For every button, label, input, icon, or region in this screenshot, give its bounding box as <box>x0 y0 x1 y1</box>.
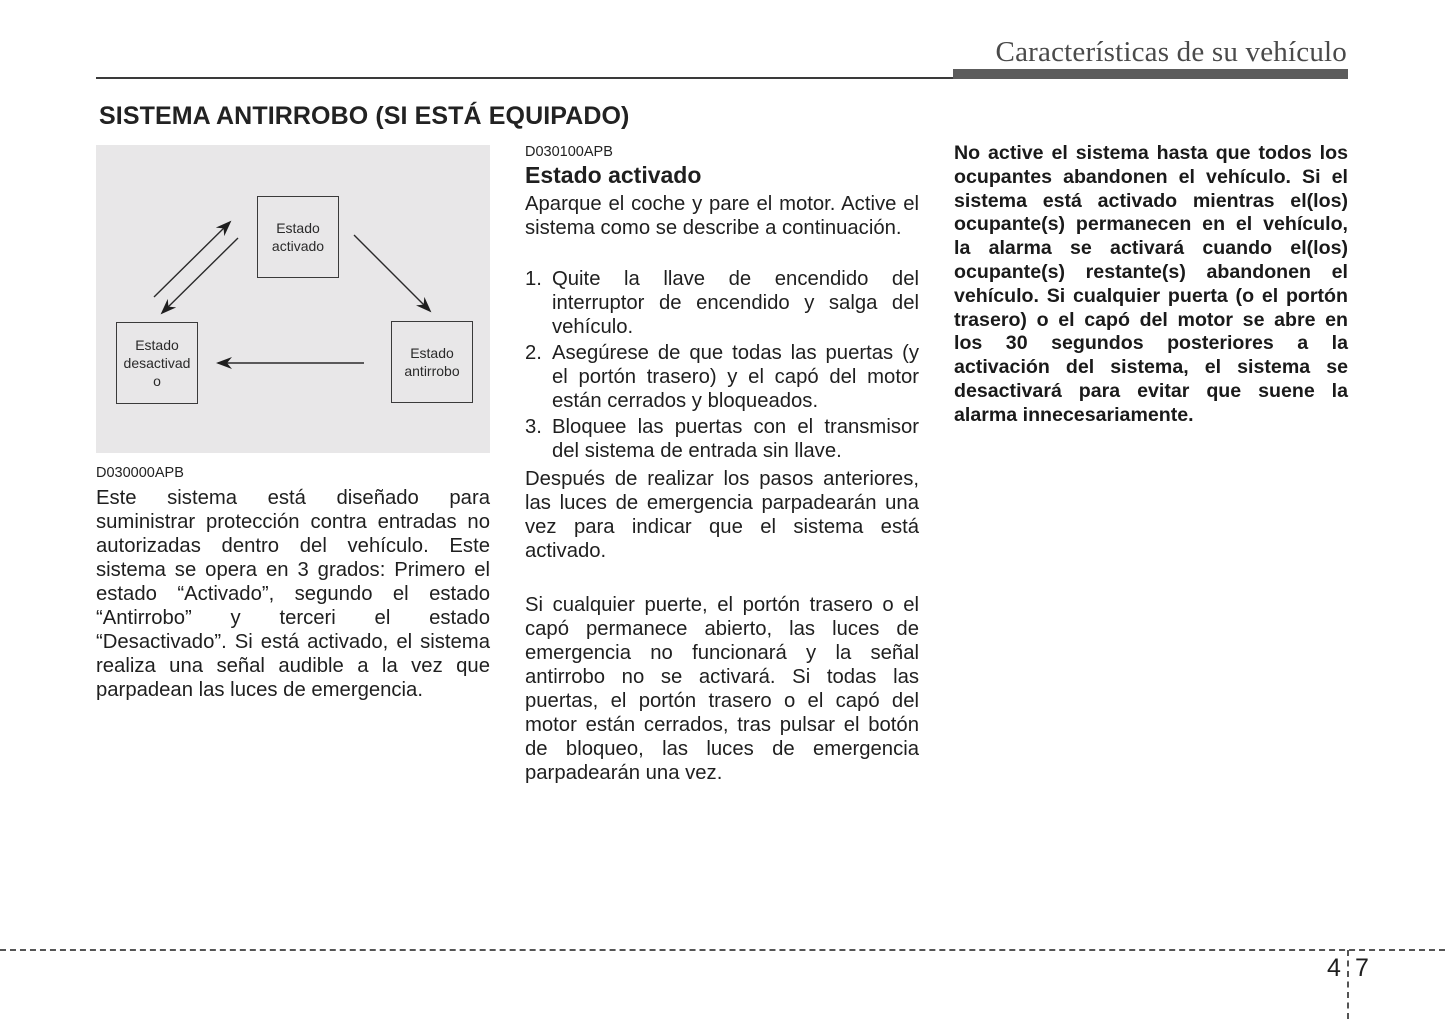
step-text: Bloquee las puertas con el transmisor del sistema de entrada sin llave. <box>552 416 919 462</box>
state-label: Estado <box>410 345 454 361</box>
arrow-activado-to-antirrobo <box>354 235 430 311</box>
arrow-activado-to-desactivado <box>162 238 238 313</box>
state-box-antirrobo <box>391 321 473 403</box>
state-diagram <box>96 145 490 453</box>
step-text: Asegúrese de que todas las puertas (y el portón trasero) y el capó del motor están cerrados y bloqueados. <box>552 342 919 412</box>
subheading-estado-activado: Estado activado <box>525 162 702 188</box>
state-label: Estado <box>135 337 179 353</box>
arrow-desactivado-to-activado <box>154 222 230 297</box>
state-box-activado <box>257 196 339 278</box>
list-item <box>525 267 919 339</box>
footer-divider <box>0 949 1445 951</box>
state-label: o <box>153 373 161 389</box>
reference-code: D030000APB <box>96 465 184 481</box>
step-number: 3. <box>525 416 542 438</box>
state-box-desactivado <box>116 322 198 404</box>
page-number-divider <box>1347 950 1349 1019</box>
section-title: SISTEMA ANTIRROBO (SI ESTÁ EQUIPADO) <box>99 102 630 130</box>
chapter-title: Características de su vehículo <box>995 36 1347 68</box>
state-label: desactivad <box>123 355 191 371</box>
intro-paragraph: Este sistema está diseñado para suministrar protección contra entradas no autorizadas dentro del vehículo. Este sistema se opera en 3 grados: Primero el estado “Activado”, segundo el estado “Antirrobo” y terceri el estado “Desactivado”. Si está activado, el sistema realiza una señal audible a la vez que parpadean las luces de emergencia. <box>96 487 490 701</box>
section-number: 4 <box>1327 954 1341 982</box>
page-number: 7 <box>1355 954 1369 982</box>
open-door-note: Si cualquier puerte, el portón trasero o el capó permanece abierto, las luces de emergencia no funcionará y la señal antirrobo no se activará. Si todas las puertas, el portón trasero o el capó del motor están cerrados, tras pulsar el botón de bloqueo, las luces de emergencia parpadearán una vez. <box>525 594 919 784</box>
step-number: 2. <box>525 342 542 364</box>
state-label: antirrobo <box>404 363 460 379</box>
list-item <box>525 415 919 463</box>
activation-steps <box>525 267 919 465</box>
activation-intro: Aparque el coche y pare el motor. Active el sistema como se describe a continuación. <box>525 193 919 239</box>
step-number: 1. <box>525 268 542 290</box>
state-label: activado <box>271 238 325 254</box>
list-item <box>525 341 919 413</box>
reference-code: D030100APB <box>525 144 613 160</box>
header-rule-bar <box>953 69 1348 79</box>
state-label: Estado <box>276 220 320 236</box>
after-steps-paragraph: Después de realizar los pasos anteriores, las luces de emergencia parpadearán una vez para indicar que el sistema está activado. <box>525 468 919 562</box>
header-rule <box>96 77 956 79</box>
step-text: Quite la llave de encendido del interruptor de encendido y salga del vehículo. <box>552 268 919 338</box>
warning-paragraph: No active el sistema hasta que todos los ocupantes abandonen el vehículo. Si el sistema está activado mientras el(los) ocupante(s) permanecen en el vehículo, la alarma se activará cuando el(los) ocupante(s) restante(s) abandonen el vehículo. Si cualquier puerta (o el portón trasero) o el capó del motor se abre en los 30 segundos posteriores a la activación del sistema, el sistema se desactivará para evitar que suene la alarma innecesariamente. <box>954 142 1348 426</box>
transition-arrows <box>96 145 490 453</box>
